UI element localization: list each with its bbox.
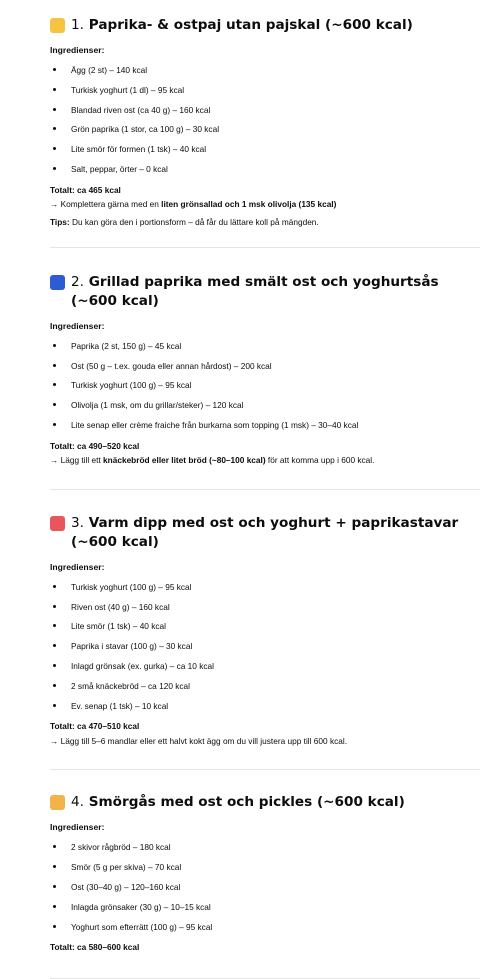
list-item: Olivolja (1 msk, om du grillar/steker) – 120 kcal <box>50 399 480 419</box>
total-kcal: Totalt: ca 465 kcal <box>50 184 121 195</box>
list-item: Ev. senap (1 tsk) – 10 kcal <box>50 700 480 720</box>
total-block: Totalt: ca 470–510 kcal → Lägg till 5–6 mandlar eller ett halvt kokt ägg om du vill justera upp till 600 kcal. <box>50 721 347 746</box>
recipe-title-3: 3. Varm dipp med ost och yoghurt + paprikastavar (~600 kcal) <box>50 514 480 552</box>
list-item: Lite smör (1 tsk) – 40 kcal <box>50 620 480 640</box>
list-item: Ägg (2 st) – 140 kcal <box>50 64 480 84</box>
list-item: Blandad riven ost (ca 40 g) – 160 kcal <box>50 104 480 124</box>
recipe-title-1: 1. Paprika- & ostpaj utan pajskal (~600 kcal) <box>50 16 480 35</box>
total-kcal: Totalt: ca 490–520 kcal <box>50 440 140 451</box>
total-block: Totalt: ca 465 kcal → Komplettera gärna med en liten grönsallad och 1 msk olivolja (135 kcal) <box>50 184 337 210</box>
cheese-wedge-icon <box>50 18 65 33</box>
ingredient-list <box>50 841 480 940</box>
list-item: Inlagda grönsaker (30 g) – 10–15 kcal <box>50 901 480 921</box>
list-item: Inlagd grönsak (ex. gurka) – ca 10 kcal <box>50 660 480 680</box>
list-item: Ost (30–40 g) – 120–160 kcal <box>50 881 480 901</box>
recipe-section-1 <box>50 0 480 248</box>
ingredient-list <box>50 340 480 439</box>
ingredient-list <box>50 581 480 720</box>
list-item: Paprika i stavar (100 g) – 30 kcal <box>50 640 480 660</box>
list-item: Yoghurt som efterrätt (100 g) – 95 kcal <box>50 921 480 941</box>
tip-text: Tips: Du kan göra den i portionsform – då får du lättare koll på mängden. <box>50 216 319 227</box>
total-kcal: Totalt: ca 580–600 kcal <box>50 942 140 953</box>
list-item: Salt, peppar, örter – 0 kcal <box>50 163 480 183</box>
total-block <box>50 940 480 955</box>
recipe-section-2 <box>50 248 480 490</box>
list-item: 2 små knäckebröd – ca 120 kcal <box>50 680 480 700</box>
list-item: Lite senap eller crème fraiche från burkarna som topping (1 msk) – 30–40 kcal <box>50 419 480 439</box>
bowl-icon <box>50 516 65 531</box>
list-item: Smör (5 g per skiva) – 70 kcal <box>50 861 480 881</box>
ingredients-label: Ingredienser: <box>50 822 105 833</box>
ingredients-label: Ingredienser: <box>50 45 105 55</box>
ingredients-label: Ingredienser: <box>50 561 105 572</box>
list-item: Riven ost (40 g) – 160 kcal <box>50 601 480 621</box>
list-item: 2 skivor rågbröd – 180 kcal <box>50 841 480 861</box>
list-item: Turkisk yoghurt (1 dl) – 95 kcal <box>50 84 480 104</box>
list-item: Turkisk yoghurt (100 g) – 95 kcal <box>50 379 480 399</box>
list-item: Turkisk yoghurt (100 g) – 95 kcal <box>50 581 480 601</box>
plate-icon <box>50 275 65 290</box>
sandwich-icon <box>50 795 65 810</box>
recipe-section-4 <box>50 770 480 978</box>
list-item: Ost (50 g – t.ex. gouda eller annan hårdost) – 200 kcal <box>50 360 480 380</box>
list-item: Lite smör för formen (1 tsk) – 40 kcal <box>50 143 480 163</box>
list-item: Grön paprika (1 stor, ca 100 g) – 30 kcal <box>50 123 480 143</box>
ingredients-label: Ingredienser: <box>50 320 105 331</box>
ingredient-list <box>50 64 480 183</box>
list-item: Paprika (2 st, 150 g) – 45 kcal <box>50 340 480 360</box>
total-kcal: Totalt: ca 470–510 kcal <box>50 721 140 732</box>
recipe-section-3 <box>50 490 480 771</box>
recipe-title-4: 4. Smörgås med ost och pickles (~600 kcal) <box>50 793 480 812</box>
recipe-title-2: 2. Grillad paprika med smält ost och yoghurtsås (~600 kcal) <box>50 273 480 311</box>
total-block: Totalt: ca 490–520 kcal → Lägg till ett knäckebröd eller litet bröd (~80–100 kcal) för att komma upp i 600 kcal. <box>50 440 375 466</box>
